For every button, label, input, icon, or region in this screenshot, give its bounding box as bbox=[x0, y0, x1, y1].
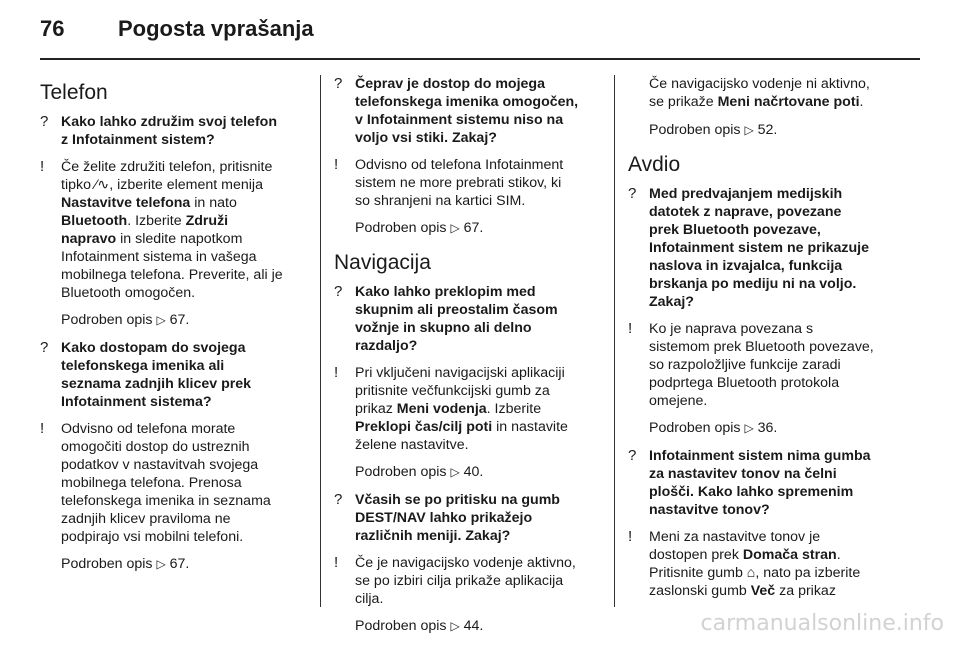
answer-item bbox=[628, 528, 874, 600]
question-item bbox=[334, 491, 580, 545]
question-icon: ? bbox=[40, 339, 49, 356]
answer-item bbox=[628, 320, 874, 410]
question-item bbox=[40, 339, 286, 411]
section-title-telefon: Telefon bbox=[40, 81, 108, 104]
answer-icon: ! bbox=[40, 158, 45, 175]
answer-item bbox=[40, 158, 286, 302]
column-1 bbox=[40, 75, 286, 583]
answer-item bbox=[40, 420, 286, 546]
answer-text: Če želite združiti telefon, pritisnite tipko ⁄∿, izberite element menija Nastavitve telefona in nato Bluetooth. Izberite Združi napravo in sledite napotkom Infotainment sistema in vašega mobilnega telefona. Preverite, ali je Bluetooth omogočen. bbox=[61, 159, 283, 301]
answer-icon: ! bbox=[334, 156, 339, 173]
cross-reference: Podroben opis ▷ 52. bbox=[649, 122, 778, 138]
answer-item bbox=[334, 364, 580, 454]
question-icon: ? bbox=[628, 185, 637, 202]
answer-text: Odvisno od telefona morate omogočiti dostop do ustreznih podatkov v nastavitvah svojega mobilnega telefona. Prenosa telefonskega imenika in seznama zadnjih klicev praviloma ne podpirajo vsi mobilni telefoni. bbox=[61, 421, 271, 545]
reference-arrow-icon: ▷ bbox=[744, 421, 754, 435]
question-icon: ? bbox=[334, 491, 343, 508]
answer-text: Če je navigacijsko vodenje aktivno, se po izbiri cilja prikaže aplikacija cilja. bbox=[355, 555, 576, 607]
column-divider bbox=[614, 75, 615, 607]
question-text: Med predvajanjem medijskih datotek z naprave, povezane prek Bluetooth povezave, Infotainment sistem ne prikazuje naslova in izvajalca, funkcija brskanja po mediju ni na voljo. Zakaj? bbox=[649, 186, 869, 310]
page-number: 76 bbox=[40, 16, 65, 41]
question-text: Infotainment sistem nima gumba za nastavitev tonov na čelni plošči. Kako lahko spremenim nastavitve tonov? bbox=[649, 448, 871, 518]
reference-arrow-icon: ▷ bbox=[450, 619, 460, 633]
home-icon: ⌂ bbox=[746, 565, 756, 581]
answer-icon: ! bbox=[628, 528, 633, 545]
reference-arrow-icon: ▷ bbox=[156, 557, 166, 571]
answer-text: Meni za nastavitve tonov je dostopen prek Domača stran. Pritisnite gumb ⌂, nato pa izberite zaslonski gumb Več za prikaz bbox=[649, 529, 861, 599]
column-3 bbox=[628, 75, 874, 609]
question-text: Čeprav je dostop do mojega telefonskega imenika omogočen, v Infotainment sistemu niso na voljo vsi stiki. Zakaj? bbox=[355, 76, 579, 146]
cross-reference: Podroben opis ▷ 67. bbox=[61, 312, 190, 328]
column-divider bbox=[320, 75, 321, 607]
answer-icon: ! bbox=[40, 420, 45, 437]
question-item bbox=[628, 185, 874, 311]
answer-text: Pri vključeni navigacijski aplikaciji pritisnite večfunkcijski gumb za prikaz Meni vodenja. Izberite Preklopi čas/cilj poti in nastavite želene nastavitve. bbox=[355, 365, 568, 453]
reference-arrow-icon: ▷ bbox=[156, 313, 166, 327]
cross-reference: Podroben opis ▷ 67. bbox=[61, 556, 190, 572]
answer-icon: ! bbox=[334, 364, 339, 381]
answer-item bbox=[334, 156, 580, 210]
cross-reference: Podroben opis ▷ 67. bbox=[355, 220, 484, 236]
phone-key-icon: ⁄∿ bbox=[94, 177, 110, 193]
header-rule bbox=[40, 58, 920, 60]
section-title-avdio: Avdio bbox=[628, 153, 681, 176]
question-icon: ? bbox=[40, 113, 49, 130]
question-item bbox=[334, 75, 580, 147]
question-text: Kako lahko preklopim med skupnim ali preostalim časom vožnje in skupno ali delno razdaljo? bbox=[355, 284, 558, 354]
reference-arrow-icon: ▷ bbox=[450, 465, 460, 479]
reference-arrow-icon: ▷ bbox=[744, 123, 754, 137]
continued-answer-text: Če navigacijsko vodenje ni aktivno, se prikaže Meni načrtovane poti. bbox=[649, 76, 870, 110]
question-item bbox=[628, 447, 874, 519]
answer-icon: ! bbox=[628, 320, 633, 337]
watermark: carmanualsonline.info bbox=[700, 611, 944, 636]
cross-reference: Podroben opis ▷ 44. bbox=[355, 618, 484, 634]
answer-text: Ko je naprava povezana s sistemom prek Bluetooth povezave, so razpoložljive funkcije zaradi podprtega Bluetooth protokola omejene. bbox=[649, 321, 874, 409]
answer-icon: ! bbox=[334, 554, 339, 571]
answer-text: Odvisno od telefona Infotainment sistem ne more prebrati stikov, ki so shranjeni na kartici SIM. bbox=[355, 157, 564, 209]
answer-item bbox=[334, 554, 580, 608]
question-text: Kako lahko združim svoj telefon z Infotainment sistem? bbox=[61, 114, 278, 148]
question-text: Včasih se po pritisku na gumb DEST/NAV lahko prikažejo različnih meniji. Zakaj? bbox=[355, 492, 560, 544]
question-icon: ? bbox=[334, 283, 343, 300]
question-icon: ? bbox=[628, 447, 637, 464]
reference-arrow-icon: ▷ bbox=[450, 221, 460, 235]
cross-reference: Podroben opis ▷ 40. bbox=[355, 464, 484, 480]
question-item bbox=[334, 283, 580, 355]
cross-reference: Podroben opis ▷ 36. bbox=[649, 420, 778, 436]
section-title-navigacija: Navigacija bbox=[334, 251, 431, 274]
question-icon: ? bbox=[334, 75, 343, 92]
question-text: Kako dostopam do svojega telefonskega imenika ali seznama zadnjih klicev prek Infotainment sistema? bbox=[61, 340, 252, 410]
question-item bbox=[40, 113, 286, 149]
column-2 bbox=[334, 75, 580, 645]
page-title: Pogosta vprašanja bbox=[118, 16, 314, 41]
